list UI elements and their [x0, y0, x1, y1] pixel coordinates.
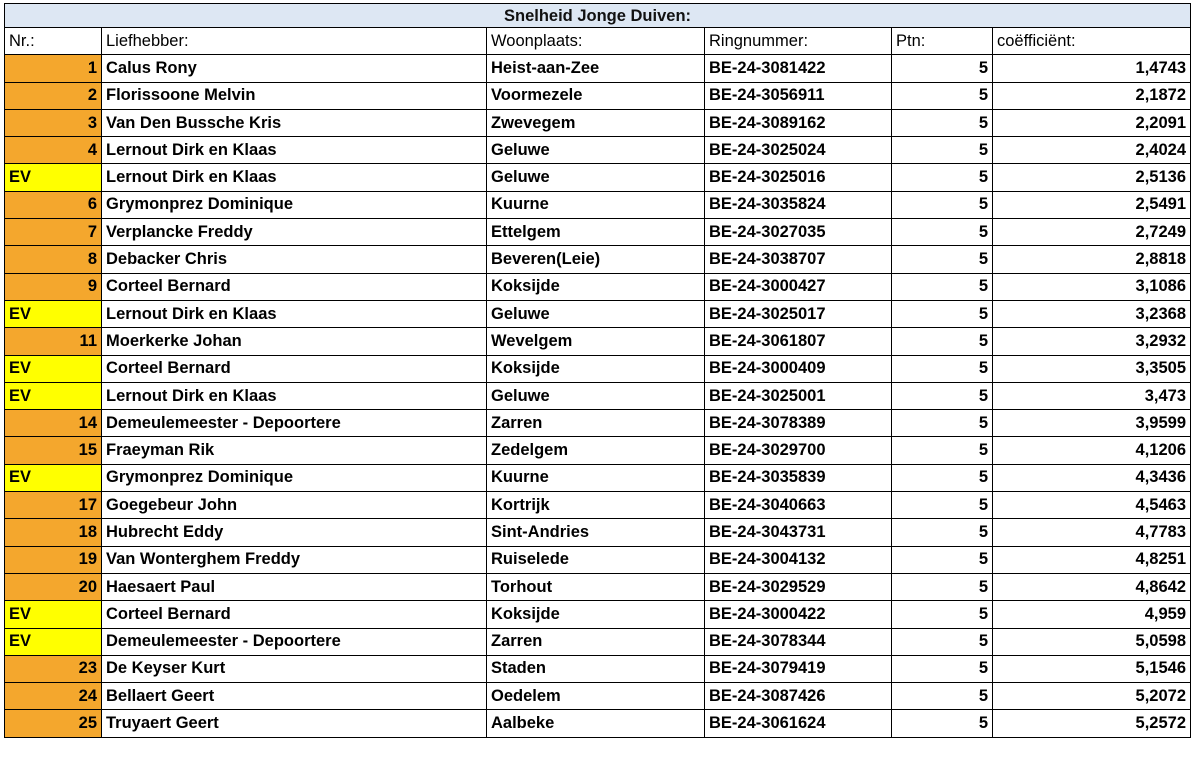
cell-coefficient: 2,7249 [993, 219, 1191, 246]
cell-nr: EV [5, 355, 102, 382]
cell-woonplaats: Aalbeke [487, 710, 705, 737]
cell-coefficient: 2,8818 [993, 246, 1191, 273]
cell-ptn: 5 [892, 628, 993, 655]
cell-ptn: 5 [892, 300, 993, 327]
cell-woonplaats: Koksijde [487, 355, 705, 382]
cell-woonplaats: Beveren(Leie) [487, 246, 705, 273]
cell-liefhebber: Lernout Dirk en Klaas [102, 164, 487, 191]
header-woonplaats: Woonplaats: [487, 28, 705, 55]
cell-liefhebber: Lernout Dirk en Klaas [102, 300, 487, 327]
cell-ringnummer: BE-24-3087426 [705, 683, 892, 710]
table-row [5, 355, 1191, 382]
cell-ptn: 5 [892, 546, 993, 573]
cell-ringnummer: BE-24-3078389 [705, 410, 892, 437]
cell-woonplaats: Wevelgem [487, 328, 705, 355]
cell-ringnummer: BE-24-3004132 [705, 546, 892, 573]
cell-nr: 14 [5, 410, 102, 437]
cell-woonplaats: Zedelgem [487, 437, 705, 464]
cell-woonplaats: Ettelgem [487, 219, 705, 246]
cell-ptn: 5 [892, 246, 993, 273]
header-ptn: Ptn: [892, 28, 993, 55]
table-title: Snelheid Jonge Duiven: [5, 4, 1191, 28]
cell-nr: EV [5, 464, 102, 491]
cell-ringnummer: BE-24-3089162 [705, 109, 892, 136]
cell-ringnummer: BE-24-3025017 [705, 300, 892, 327]
cell-nr: 17 [5, 492, 102, 519]
cell-coefficient: 2,1872 [993, 82, 1191, 109]
cell-nr: 24 [5, 683, 102, 710]
cell-woonplaats: Oedelem [487, 683, 705, 710]
cell-nr: EV [5, 382, 102, 409]
cell-liefhebber: Corteel Bernard [102, 273, 487, 300]
cell-nr: 19 [5, 546, 102, 573]
cell-coefficient: 3,9599 [993, 410, 1191, 437]
cell-ringnummer: BE-24-3043731 [705, 519, 892, 546]
cell-ptn: 5 [892, 683, 993, 710]
cell-ptn: 5 [892, 710, 993, 737]
cell-liefhebber: Florissoone Melvin [102, 82, 487, 109]
cell-liefhebber: Calus Rony [102, 55, 487, 82]
cell-liefhebber: Corteel Bernard [102, 355, 487, 382]
cell-coefficient: 5,1546 [993, 655, 1191, 682]
cell-liefhebber: Van Wonterghem Freddy [102, 546, 487, 573]
cell-liefhebber: Van Den Bussche Kris [102, 109, 487, 136]
cell-woonplaats: Koksijde [487, 273, 705, 300]
cell-nr: 4 [5, 137, 102, 164]
table-row [5, 410, 1191, 437]
table-row [5, 519, 1191, 546]
cell-ringnummer: BE-24-3025024 [705, 137, 892, 164]
cell-ptn: 5 [892, 382, 993, 409]
cell-liefhebber: Lernout Dirk en Klaas [102, 382, 487, 409]
cell-ringnummer: BE-24-3029700 [705, 437, 892, 464]
header-ringnummer: Ringnummer: [705, 28, 892, 55]
cell-coefficient: 5,2072 [993, 683, 1191, 710]
table-row [5, 464, 1191, 491]
cell-liefhebber: Hubrecht Eddy [102, 519, 487, 546]
cell-coefficient: 4,7783 [993, 519, 1191, 546]
cell-nr: 18 [5, 519, 102, 546]
cell-liefhebber: Bellaert Geert [102, 683, 487, 710]
cell-ringnummer: BE-24-3000409 [705, 355, 892, 382]
cell-nr: 1 [5, 55, 102, 82]
cell-nr: 3 [5, 109, 102, 136]
cell-coefficient: 2,5136 [993, 164, 1191, 191]
cell-liefhebber: Lernout Dirk en Klaas [102, 137, 487, 164]
cell-ptn: 5 [892, 219, 993, 246]
cell-coefficient: 1,4743 [993, 55, 1191, 82]
cell-coefficient: 4,5463 [993, 492, 1191, 519]
cell-liefhebber: Goegebeur John [102, 492, 487, 519]
cell-woonplaats: Ruiselede [487, 546, 705, 573]
cell-woonplaats: Geluwe [487, 137, 705, 164]
cell-woonplaats: Sint-Andries [487, 519, 705, 546]
cell-coefficient: 2,5491 [993, 191, 1191, 218]
cell-ptn: 5 [892, 109, 993, 136]
table-row [5, 137, 1191, 164]
table-row [5, 437, 1191, 464]
cell-ptn: 5 [892, 164, 993, 191]
cell-coefficient: 5,0598 [993, 628, 1191, 655]
cell-ptn: 5 [892, 410, 993, 437]
table-row [5, 300, 1191, 327]
table-row [5, 273, 1191, 300]
cell-liefhebber: Grymonprez Dominique [102, 464, 487, 491]
cell-coefficient: 4,8251 [993, 546, 1191, 573]
cell-woonplaats: Zwevegem [487, 109, 705, 136]
cell-ptn: 5 [892, 437, 993, 464]
table-row [5, 328, 1191, 355]
cell-ringnummer: BE-24-3000427 [705, 273, 892, 300]
cell-liefhebber: Truyaert Geert [102, 710, 487, 737]
cell-ringnummer: BE-24-3025016 [705, 164, 892, 191]
cell-nr: 2 [5, 82, 102, 109]
cell-ringnummer: BE-24-3081422 [705, 55, 892, 82]
cell-woonplaats: Geluwe [487, 164, 705, 191]
cell-nr: 11 [5, 328, 102, 355]
cell-ptn: 5 [892, 328, 993, 355]
cell-ringnummer: BE-24-3078344 [705, 628, 892, 655]
cell-ptn: 5 [892, 464, 993, 491]
cell-nr: 9 [5, 273, 102, 300]
table-row [5, 628, 1191, 655]
cell-liefhebber: Corteel Bernard [102, 601, 487, 628]
table-row [5, 546, 1191, 573]
cell-coefficient: 4,8642 [993, 573, 1191, 600]
cell-woonplaats: Geluwe [487, 300, 705, 327]
table-row [5, 164, 1191, 191]
cell-liefhebber: Moerkerke Johan [102, 328, 487, 355]
cell-ptn: 5 [892, 55, 993, 82]
cell-ringnummer: BE-24-3056911 [705, 82, 892, 109]
cell-ringnummer: BE-24-3038707 [705, 246, 892, 273]
cell-coefficient: 3,1086 [993, 273, 1191, 300]
cell-coefficient: 5,2572 [993, 710, 1191, 737]
table-row [5, 191, 1191, 218]
cell-woonplaats: Torhout [487, 573, 705, 600]
cell-woonplaats: Geluwe [487, 382, 705, 409]
results-sheet [4, 3, 1190, 738]
cell-woonplaats: Staden [487, 655, 705, 682]
cell-woonplaats: Zarren [487, 628, 705, 655]
table-row [5, 382, 1191, 409]
table-row [5, 492, 1191, 519]
cell-coefficient: 3,2368 [993, 300, 1191, 327]
cell-nr: 25 [5, 710, 102, 737]
cell-ringnummer: BE-24-3025001 [705, 382, 892, 409]
cell-coefficient: 3,3505 [993, 355, 1191, 382]
cell-liefhebber: Demeulemeester - Depoortere [102, 410, 487, 437]
cell-ringnummer: BE-24-3061807 [705, 328, 892, 355]
table-row [5, 109, 1191, 136]
header-coefficient: coëfficiënt: [993, 28, 1191, 55]
cell-ptn: 5 [892, 191, 993, 218]
cell-ptn: 5 [892, 573, 993, 600]
header-liefhebber: Liefhebber: [102, 28, 487, 55]
cell-coefficient: 3,473 [993, 382, 1191, 409]
cell-ringnummer: BE-24-3079419 [705, 655, 892, 682]
cell-woonplaats: Zarren [487, 410, 705, 437]
cell-coefficient: 2,2091 [993, 109, 1191, 136]
cell-ringnummer: BE-24-3000422 [705, 601, 892, 628]
table-row [5, 655, 1191, 682]
cell-ringnummer: BE-24-3035824 [705, 191, 892, 218]
cell-liefhebber: Fraeyman Rik [102, 437, 487, 464]
results-table [4, 3, 1191, 738]
cell-nr: 15 [5, 437, 102, 464]
cell-woonplaats: Kuurne [487, 464, 705, 491]
cell-nr: 20 [5, 573, 102, 600]
cell-liefhebber: De Keyser Kurt [102, 655, 487, 682]
cell-liefhebber: Demeulemeester - Depoortere [102, 628, 487, 655]
table-row [5, 683, 1191, 710]
cell-ptn: 5 [892, 137, 993, 164]
cell-nr: EV [5, 164, 102, 191]
cell-liefhebber: Grymonprez Dominique [102, 191, 487, 218]
cell-ptn: 5 [892, 655, 993, 682]
cell-ptn: 5 [892, 492, 993, 519]
cell-ptn: 5 [892, 355, 993, 382]
cell-ptn: 5 [892, 273, 993, 300]
cell-coefficient: 4,959 [993, 601, 1191, 628]
table-row [5, 601, 1191, 628]
table-row [5, 55, 1191, 82]
cell-ringnummer: BE-24-3040663 [705, 492, 892, 519]
cell-nr: EV [5, 628, 102, 655]
cell-coefficient: 2,4024 [993, 137, 1191, 164]
cell-liefhebber: Debacker Chris [102, 246, 487, 273]
cell-woonplaats: Kuurne [487, 191, 705, 218]
cell-ptn: 5 [892, 519, 993, 546]
cell-ptn: 5 [892, 601, 993, 628]
cell-nr: 23 [5, 655, 102, 682]
cell-nr: 7 [5, 219, 102, 246]
header-row [5, 28, 1191, 55]
table-row [5, 82, 1191, 109]
cell-ringnummer: BE-24-3027035 [705, 219, 892, 246]
cell-woonplaats: Heist-aan-Zee [487, 55, 705, 82]
table-row [5, 219, 1191, 246]
cell-liefhebber: Verplancke Freddy [102, 219, 487, 246]
cell-liefhebber: Haesaert Paul [102, 573, 487, 600]
cell-nr: 6 [5, 191, 102, 218]
cell-woonplaats: Koksijde [487, 601, 705, 628]
table-row [5, 710, 1191, 737]
cell-ringnummer: BE-24-3029529 [705, 573, 892, 600]
cell-coefficient: 4,1206 [993, 437, 1191, 464]
cell-nr: 8 [5, 246, 102, 273]
cell-woonplaats: Voormezele [487, 82, 705, 109]
cell-ptn: 5 [892, 82, 993, 109]
cell-ringnummer: BE-24-3035839 [705, 464, 892, 491]
cell-nr: EV [5, 300, 102, 327]
cell-woonplaats: Kortrijk [487, 492, 705, 519]
cell-coefficient: 3,2932 [993, 328, 1191, 355]
table-row [5, 573, 1191, 600]
table-row [5, 246, 1191, 273]
cell-nr: EV [5, 601, 102, 628]
cell-coefficient: 4,3436 [993, 464, 1191, 491]
cell-ringnummer: BE-24-3061624 [705, 710, 892, 737]
header-nr: Nr.: [5, 28, 102, 55]
